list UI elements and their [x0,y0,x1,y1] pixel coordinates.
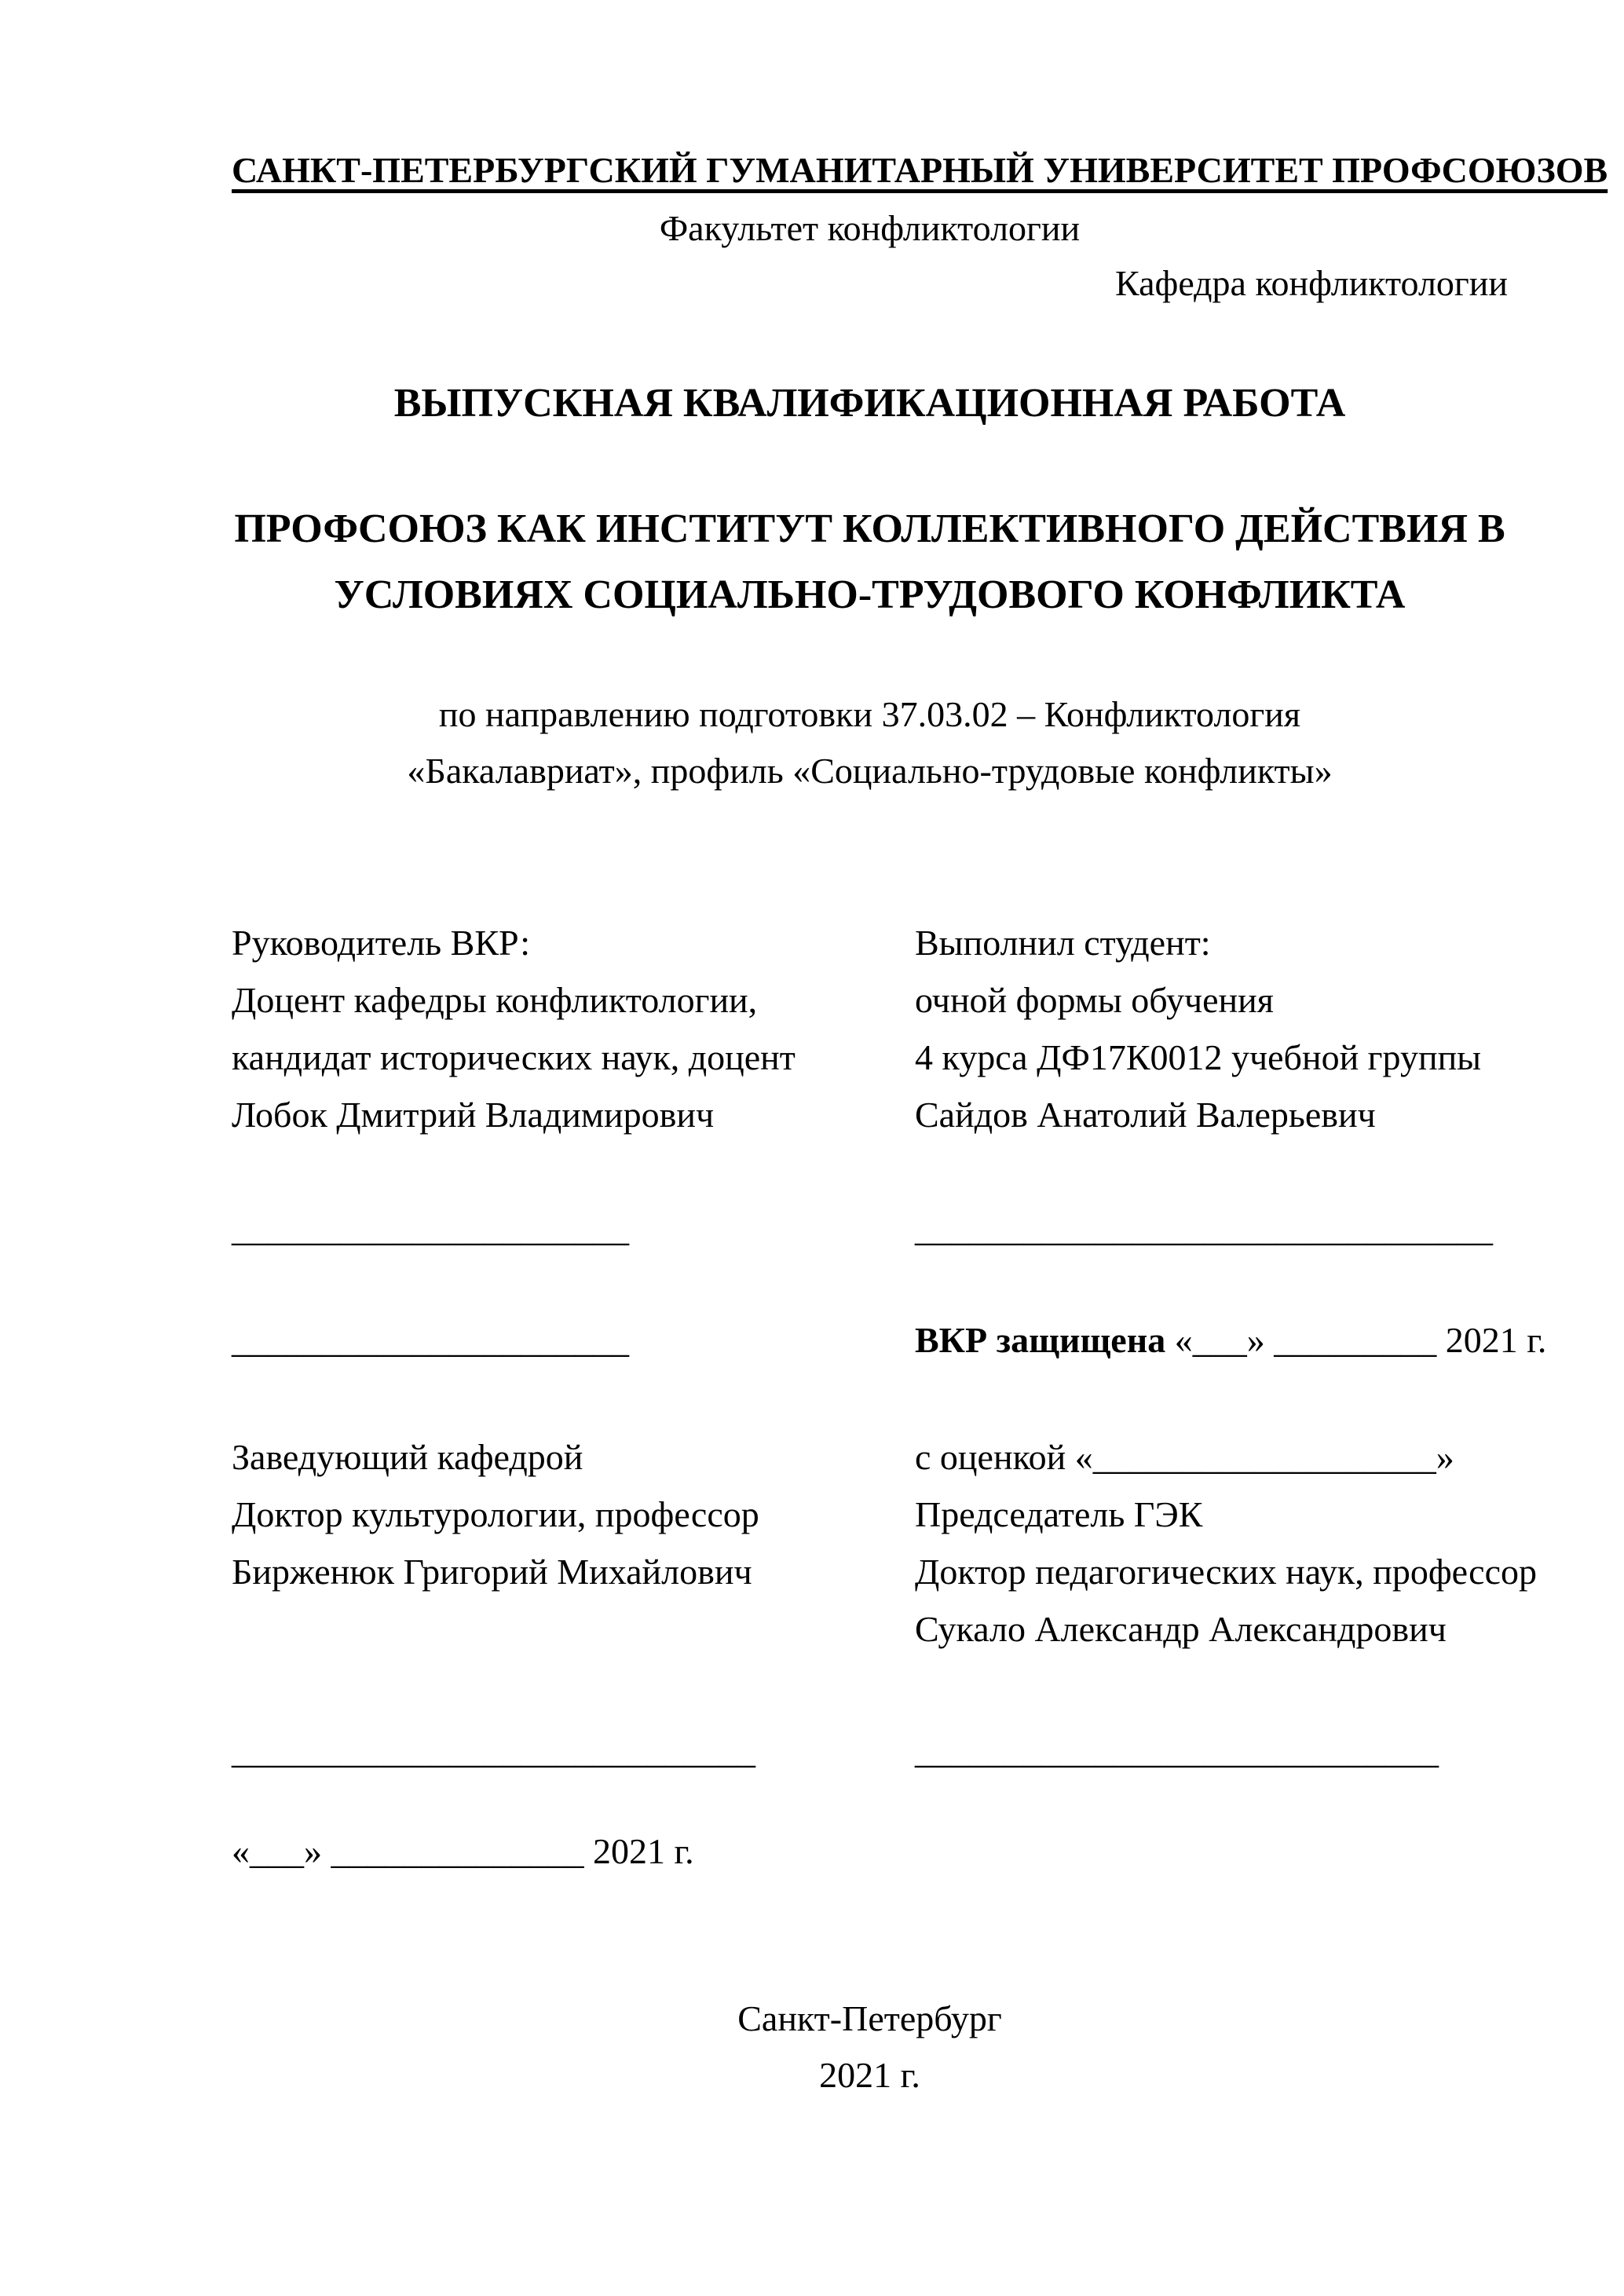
program-info [232,686,1508,799]
student-signature-line: ________________________________ [915,1208,1493,1249]
footer-city: Санкт-Петербург [737,1998,1002,2038]
supervisor-signature-line-2: ______________________ [232,1320,629,1360]
gek-chairman-block [915,1428,1538,1658]
student-study-form: очной формы обучения [915,980,1274,1020]
head-of-department-block [232,1428,899,1600]
work-type-heading: ВЫПУСКНАЯ КВАЛИФИКАЦИОННАЯ РАБОТА [393,381,1346,426]
supervisor-label: Руководитель ВКР: [232,923,531,963]
program-direction: по направлению подготовки 37.03.02 – Конфликтология [438,694,1301,734]
thesis-title [232,496,1508,628]
footer-year: 2021 г. [819,2055,920,2095]
university-name: САНКТ-ПЕТЕРБУРГСКИЙ ГУМАНИТАРНЫЙ УНИВЕРСИТЕТ ПРОФСОЮЗОВ [232,150,1608,190]
head-of-department-date-blank: «___» ______________ 2021 г. [232,1831,694,1871]
gek-chairman-name: Сукало Александр Александрович [915,1609,1447,1649]
supervisor-signature-line-1: ______________________ [232,1208,629,1249]
defense-date-line [915,1311,1547,1369]
supervisor-position-line-2: кандидат исторических наук, доцент [232,1037,796,1077]
student-block [915,914,1535,1143]
defense-date-label: ВКР защищена [915,1320,1166,1360]
head-of-department-signature-line: _____________________________ [232,1731,755,1771]
grade-blank-line: с оценкой «___________________» [915,1437,1454,1477]
gek-chairman-degree: Доктор педагогических наук, профессор [915,1552,1538,1592]
defense-date-blank: «___» _________ 2021 г. [1165,1320,1547,1360]
thesis-title-line-2: УСЛОВИЯХ СОЦИАЛЬНО-ТРУДОВОГО КОНФЛИКТА [334,572,1406,617]
head-of-department-degree: Доктор культурологии, профессор [232,1494,759,1534]
gek-chairman-label: Председатель ГЭК [915,1494,1203,1534]
student-label: Выполнил студент: [915,923,1211,963]
student-name: Сайдов Анатолий Валерьевич [915,1095,1376,1135]
supervisor-name: Лобок Дмитрий Владимирович [232,1095,715,1135]
gek-chairman-signature-line: _____________________________ [915,1731,1439,1771]
thesis-title-line-1: ПРОФСОЮЗ КАК ИНСТИТУТ КОЛЛЕКТИВНОГО ДЕЙСТВИЯ В [234,506,1505,551]
department-name: Кафедра конфликтологии [1115,263,1508,303]
faculty-name: Факультет конфликтологии [659,208,1081,248]
supervisor-position-line-1: Доцент кафедры конфликтологии, [232,980,758,1020]
supervisor-block [232,914,899,1143]
program-profile: «Бакалавриат», профиль «Социально-трудовые конфликты» [407,751,1333,791]
head-of-department-label: Заведующий кафедрой [232,1437,583,1477]
student-group: 4 курса ДФ17К0012 учебной группы [915,1037,1482,1077]
head-of-department-name: Бирженюк Григорий Михайлович [232,1552,752,1592]
